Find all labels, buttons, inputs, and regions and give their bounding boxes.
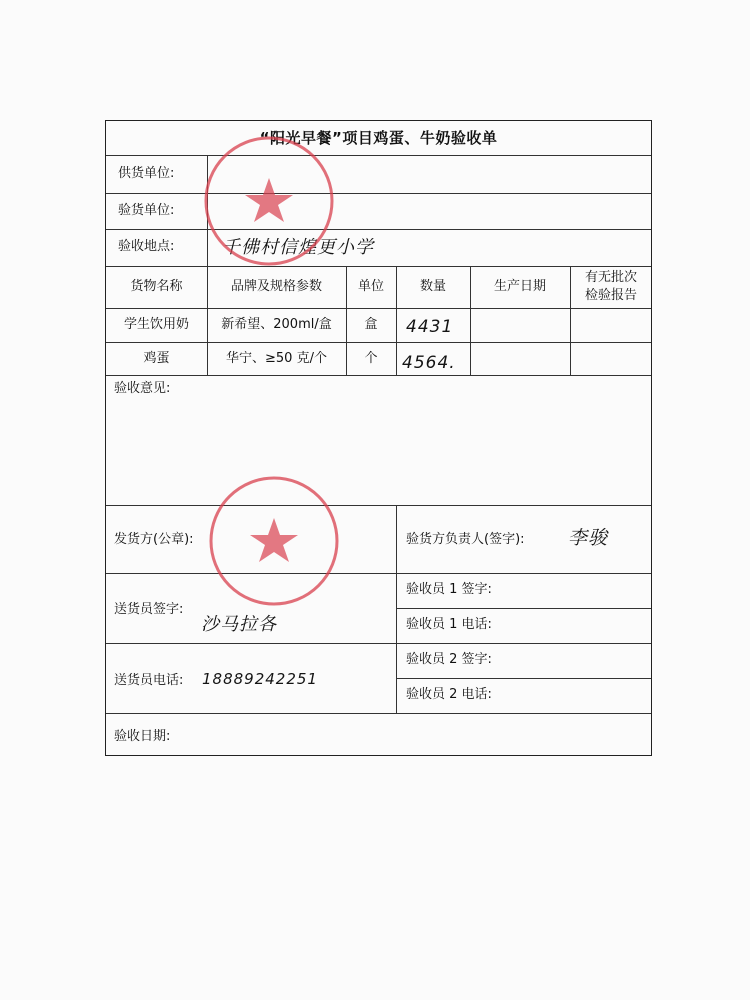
- row2-unit: 个: [364, 351, 378, 366]
- acceptance-form: [105, 120, 652, 756]
- row-divider: [106, 193, 651, 194]
- row-divider: [396, 608, 651, 609]
- row1-spec: 新希望、200ml/盒: [221, 317, 332, 332]
- row2-name: 鸡蛋: [143, 351, 170, 366]
- col-header-batch: 有无批次: [584, 270, 637, 285]
- column-divider: [396, 505, 397, 713]
- supplier-label: 供货单位:: [118, 166, 175, 181]
- col-header-name: 货物名称: [130, 279, 183, 294]
- receiver-head-label: 验货方负责人(签字):: [406, 532, 525, 547]
- location-label: 验收地点:: [118, 239, 175, 254]
- form-title: “阳光早餐”项目鸡蛋、牛奶验收单: [259, 129, 498, 147]
- location-handwriting: 千佛村信煌更小学: [222, 237, 374, 258]
- row-divider: [106, 643, 651, 644]
- courier-signature: 沙马拉各: [201, 614, 277, 635]
- col-header-spec: 品牌及规格参数: [230, 279, 322, 294]
- row2-qty-handwriting: 4564.: [402, 353, 456, 373]
- inspector1-sign-label: 验收员 1 签字:: [406, 582, 492, 597]
- inspector2-sign-label: 验收员 2 签字:: [406, 652, 492, 667]
- row-divider: [106, 713, 651, 714]
- row-divider: [396, 678, 651, 679]
- row2-spec: 华宁、≥50 克/个: [226, 351, 327, 366]
- courier-phone-label: 送货员电话:: [114, 673, 184, 688]
- seal-star-icon: [250, 518, 298, 562]
- col-header-unit: 单位: [357, 279, 384, 294]
- seal-star-icon: [245, 178, 293, 222]
- row-divider: [106, 573, 651, 574]
- date-label: 验收日期:: [114, 729, 171, 744]
- company-seal-bottom: [206, 473, 342, 609]
- shipper-label: 发货方(公章):: [114, 532, 194, 547]
- inspector2-phone-label: 验收员 2 电话:: [406, 687, 492, 702]
- row-divider: [106, 155, 651, 156]
- inspector1-phone-label: 验收员 1 电话:: [406, 617, 492, 632]
- col-header-report: 检验报告: [584, 288, 637, 303]
- row1-unit: 盒: [364, 317, 378, 332]
- row1-name: 学生饮用奶: [123, 317, 189, 332]
- col-header-qty: 数量: [419, 279, 446, 294]
- company-seal-top: [201, 133, 337, 269]
- opinion-label: 验收意见:: [114, 381, 171, 396]
- courier-sign-label: 送货员签字:: [114, 602, 184, 617]
- row-divider: [106, 505, 651, 506]
- col-header-date: 生产日期: [493, 279, 546, 294]
- inspector-unit-label: 验货单位:: [118, 203, 175, 218]
- receiver-head-signature: 李骏: [568, 527, 609, 549]
- row1-qty-handwriting: 4431: [406, 317, 454, 337]
- courier-phone-handwriting: 18889242251: [202, 670, 318, 688]
- row-divider: [106, 229, 651, 230]
